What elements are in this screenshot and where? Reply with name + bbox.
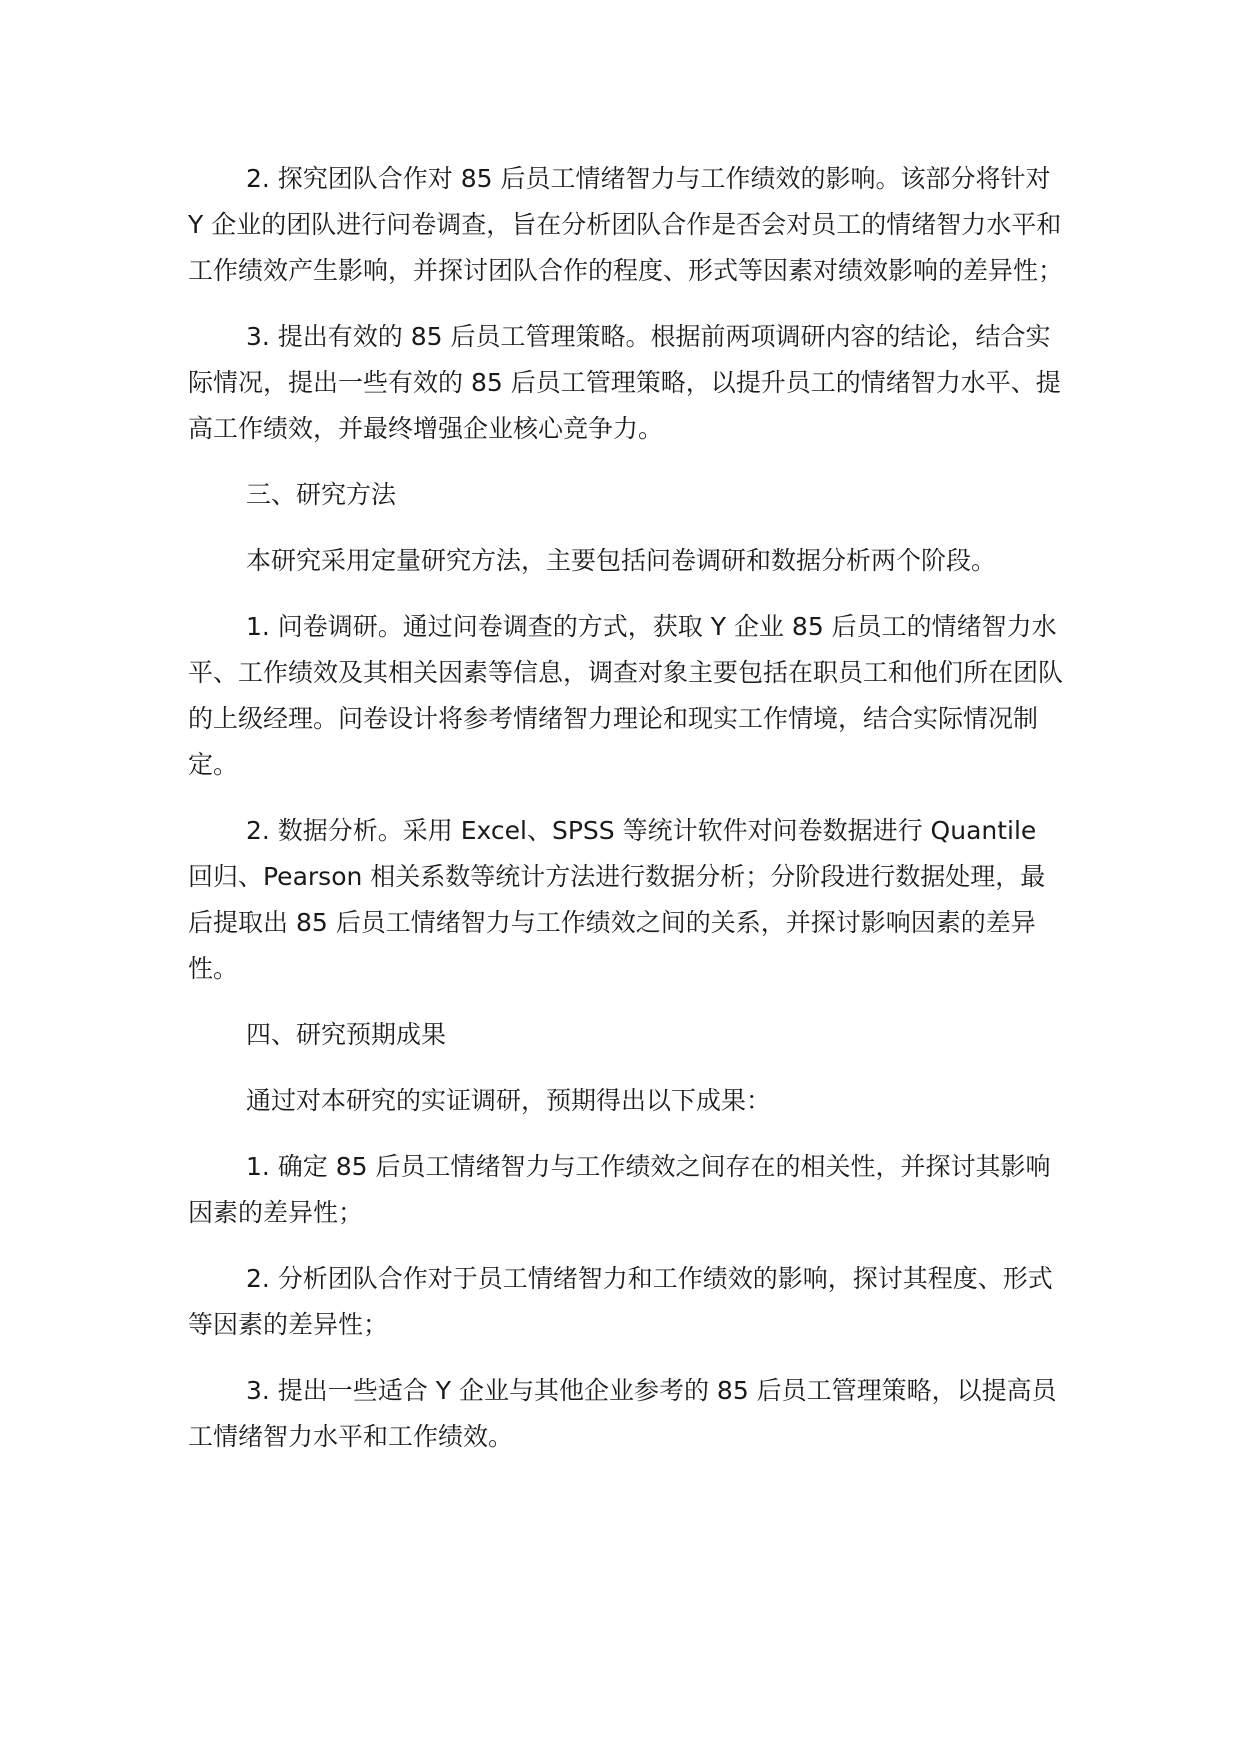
paragraph-methods-intro: 本研究采用定量研究方法，主要包括问卷调研和数据分析两个阶段。: [246, 546, 997, 575]
section-heading-research-methods: 三、研究方法: [246, 480, 397, 509]
paragraph-results-intro: 通过对本研究的实证调研，预期得出以下成果：: [246, 1086, 772, 1115]
paragraph-result-1: 1. 确定 85 后员工情绪智力与工作绩效之间存在的相关性，并探讨其影响因素的差异性；: [188, 1152, 1051, 1227]
paragraph-data-analysis: 2. 数据分析。采用 Excel、SPSS 等统计软件对问卷数据进行 Quantile 回归、Pearson 相关系数等统计方法进行数据分析；分阶段进行数据处理，最后提取出 85 后员工情绪智力与工作绩效之间的关系，并探讨影响因素的差异性。: [188, 816, 1046, 983]
paragraph-result-2: 2. 分析团队合作对于员工情绪智力和工作绩效的影响，探讨其程度、形式等因素的差异性；: [188, 1264, 1053, 1339]
paragraph-research-content-3: 3. 提出有效的 85 后员工管理策略。根据前两项调研内容的结论，结合实际情况，提出一些有效的 85 后员工管理策略，以提升员工的情绪智力水平、提高工作绩效，并最终增强企业核心竞争力。: [188, 322, 1061, 443]
paragraph-questionnaire: 1. 问卷调研。通过问卷调查的方式，获取 Y 企业 85 后员工的情绪智力水平、工作绩效及其相关因素等信息，调查对象主要包括在职员工和他们所在团队的上级经理。问卷设计将参考情绪智力理论和现实工作情境，结合实际情况制定。: [188, 612, 1064, 779]
document-page: [188, 156, 1068, 1480]
section-heading-expected-results: 四、研究预期成果: [246, 1020, 447, 1049]
paragraph-result-3: 3. 提出一些适合 Y 企业与其他企业参考的 85 后员工管理策略，以提高员工情绪智力水平和工作绩效。: [188, 1376, 1057, 1451]
paragraph-research-content-2: 2. 探究团队合作对 85 后员工情绪智力与工作绩效的影响。该部分将针对 Y 企业的团队进行问卷调查，旨在分析团队合作是否会对员工的情绪智力水平和工作绩效产生影响，并探讨团队合作的程度、形式等因素对绩效影响的差异性；: [188, 164, 1064, 285]
